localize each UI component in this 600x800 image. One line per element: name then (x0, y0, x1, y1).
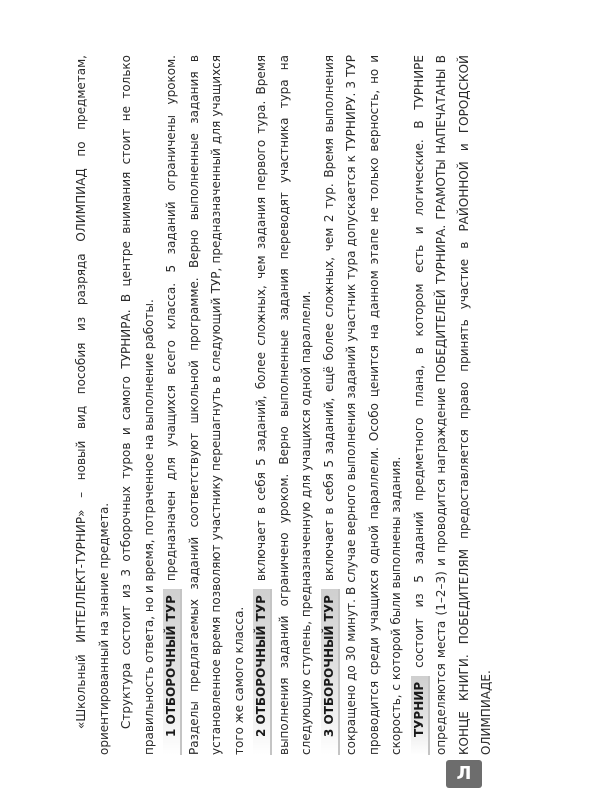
intro-paragraph: «Школьный ИНТЕЛЛЕКТ-ТУРНИР» – новый вид пособия из разряда ОЛИМПИАД по предметам, ориентированный на знание предмета. (74, 55, 111, 755)
tour-3-label: 3 ОТБОРОЧНЫЙ ТУР (321, 589, 340, 755)
tournament-paragraph (408, 55, 498, 755)
tour-1-label: 1 ОТБОРОЧНЫЙ ТУР (163, 589, 182, 755)
tour-3-text: включает в себя 5 заданий, ещё более сложных, чем 2 тур. Время выполнения сокращено до 30 минут. В случае верного выполнения заданий участник тура допускается к ТУРНИРУ. 3 ТУР проводится среди учащихся одной параллели. Особо ценится на данном этапе не только верность, но и скорость, с которой были выполнены задания. (321, 55, 403, 755)
tournament-text: состоит из 5 заданий предметного плана, в котором есть и логические. В ТУРНИРЕ определяются места (1–2–3) и проводится награждение ПОБЕДИТЕЛЕЙ ТУРНИРА. ГРАМОТЫ НАПЕЧАТАНЫ В КОНЦЕ КНИГИ. ПОБЕДИТЕЛЯМ предоставляется право принять участие в РАЙОННОЙ и ГОРОДСКОЙ ОЛИМПИАДЕ. (411, 55, 493, 755)
tour-2-label: 2 ОТБОРОЧНЫЙ ТУР (253, 589, 272, 755)
tour-3-paragraph (318, 55, 408, 755)
tour-1-paragraph (160, 55, 250, 755)
publisher-logo-icon: Л (446, 760, 482, 788)
tour-2-text: включает в себя 5 заданий, более сложных, чем задания первого тура. Время выполнения заданий ограничено уроком. Верно выполненные задания переводят участника тура на следующую ступень, предназначенную для учащихся одной параллели. (254, 55, 313, 755)
tour-2-paragraph (250, 55, 318, 755)
tournament-label: ТУРНИР (411, 676, 430, 755)
structure-paragraph: Структура состоит из 3 отборочных туров и самого ТУРНИРА. В центре внимания стоит не только правильность ответа, но и время, потраченное на выполнение работы. (119, 55, 156, 755)
rotated-text-block (70, 55, 530, 755)
tour-1-text: предназначен для учащихся всего класса. 5 заданий ограничены уроком. Разделы предлагаемых заданий соответствуют школьной программе. Верно выполненные задания в установленное время позволяют участнику перешагнуть в следующий ТУР, предназначенный для учащихся того же самого класса. (164, 55, 246, 755)
